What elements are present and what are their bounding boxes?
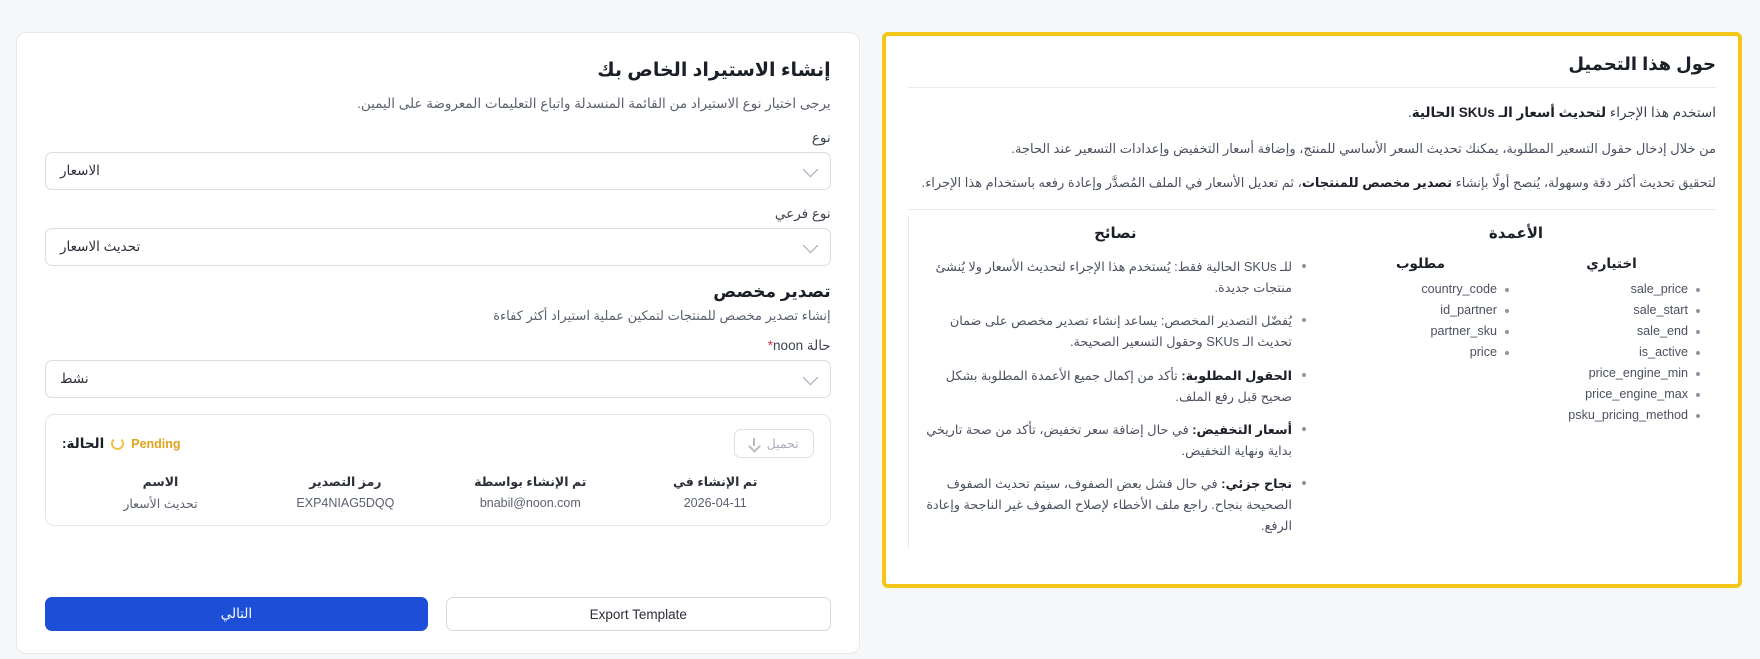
required-heading: مطلوب — [1395, 256, 1446, 272]
tip-text: للـ SKUs الحالية فقط: يُستخدم هذا الإجراء لتحديث الأسعار ولا يُنشئ منتجات جديدة. — [935, 259, 1292, 296]
download-icon — [749, 438, 760, 449]
list-item: price_engine_max — [1521, 387, 1702, 401]
export-detail-code — [253, 474, 438, 511]
about-lead-prefix: استخدم هذا الإجراء — [1606, 105, 1716, 120]
export-status-card — [45, 414, 831, 526]
list-item: psku_pricing_method — [1521, 408, 1702, 422]
list-item: partner_sku — [1330, 324, 1511, 338]
tip-text: تأكد من إكمال جميع الأعمدة المطلوبة بشكل صحيح قبل رفع الملف. — [945, 367, 1292, 404]
column-value: EXP4NIAG5DQQ — [296, 496, 395, 511]
tip-text: في حال فشل بعض الصفوف، سيتم تحديث الصفوف الصحيحة بنجاح. راجع ملف الأخطاء لإصلاح الصفوف غير الناجحة وإعادة الرفع. — [926, 475, 1292, 534]
export-status-label: الحالة: — [62, 435, 105, 451]
chevron-down-icon — [802, 161, 818, 177]
next-button[interactable]: التالي — [45, 597, 428, 631]
required-asterisk: * — [767, 338, 774, 354]
list-item: price_engine_min — [1521, 366, 1702, 380]
column-header: تم الإنشاء بواسطة — [474, 475, 587, 490]
required-fields-list — [1330, 282, 1511, 359]
type-select[interactable] — [45, 152, 831, 190]
about-lead-suffix: . — [1407, 105, 1412, 120]
export-detail-creator — [438, 474, 623, 511]
subtype-select[interactable] — [45, 228, 831, 266]
about-lead-bold: لتحديث أسعار الـ SKUs الحالية — [1411, 105, 1607, 120]
optional-columns — [1521, 256, 1702, 429]
tip-bold: نجاح جزئي: — [1221, 475, 1292, 491]
import-panel-title: إنشاء الاستيراد الخاص بك — [597, 60, 831, 81]
list-item: price — [1330, 345, 1511, 359]
export-details-table — [62, 474, 814, 511]
loading-spinner-icon — [111, 437, 124, 450]
list-item: country_code — [1330, 282, 1511, 296]
subtype-label: نوع فرعي — [774, 206, 831, 222]
list-item: sale_price — [1521, 282, 1702, 296]
list-item — [923, 310, 1308, 352]
about-columns-wrapper — [908, 209, 1716, 548]
column-value: تحديث الأسعار — [123, 497, 198, 512]
column-header: رمز التصدير — [309, 475, 382, 490]
about-paragraph-2b: تصدير مخصص للمنتجات — [1301, 175, 1453, 191]
tips-list — [923, 256, 1308, 536]
columns-lists — [1330, 256, 1702, 429]
download-button[interactable] — [734, 429, 814, 458]
list-item: is_active — [1521, 345, 1702, 359]
tip-text: يُفضّل التصدير المخصص: يساعد إنشاء تصدير مخصص على ضمان تحديث الـ SKUs وحقول التسعير الصحيحة. — [949, 313, 1292, 350]
list-item — [923, 473, 1308, 536]
chevron-down-icon — [802, 237, 818, 253]
noon-state-value: نشط — [60, 371, 89, 387]
noon-state-label — [45, 338, 831, 354]
type-label: نوع — [811, 130, 831, 146]
export-status-group — [62, 436, 181, 452]
column-value: bnabil@noon.com — [479, 496, 581, 511]
tip-bold: الحقول المطلوبة: — [1181, 367, 1292, 383]
chevron-down-icon — [802, 369, 818, 385]
about-paragraph-2a: لتحقيق تحديث أكثر دقة وسهولة، يُنصح أولًا بإنشاء — [1452, 175, 1716, 191]
about-paragraph-2 — [908, 172, 1716, 195]
panel-footer-buttons — [45, 597, 831, 631]
about-paragraph-2c: ، ثم تعديل الأسعار في الملف المُصدَّر وإعادة رفعه باستخدام هذا الإجراء. — [921, 175, 1302, 191]
list-item — [923, 365, 1308, 407]
import-creation-panel — [16, 32, 860, 654]
tip-text: في حال إضافة سعر تخفيض، تأكد من صحة تاريخي بداية ونهاية التخفيض. — [926, 421, 1292, 458]
noon-state-label-text: حالة noon — [773, 338, 831, 354]
columns-heading: الأعمدة — [1488, 225, 1544, 243]
column-header: تم الإنشاء في — [673, 475, 758, 490]
download-button-label: تحميل — [766, 437, 799, 452]
about-paragraph-1: من خلال إدخال حقول التسعير المطلوبة، يمكنك تحديث السعر الأساسي للمنتج، وإضافة أسعار التخفيض وإعدادات التسعير عند الحاجة. — [1011, 140, 1716, 156]
export-status-row — [62, 429, 814, 458]
subtype-select-value: تحديث الاسعار — [60, 239, 141, 255]
list-item: id_partner — [1330, 303, 1511, 317]
tip-bold: أسعار التخفيض: — [1192, 421, 1292, 437]
about-upload-panel — [882, 32, 1742, 588]
optional-heading: اختياري — [1586, 256, 1637, 272]
tips-heading: نصائح — [1094, 225, 1137, 243]
about-panel-title: حول هذا التحميل — [1568, 54, 1716, 74]
list-item — [923, 419, 1308, 461]
export-template-button[interactable]: Export Template — [446, 597, 831, 631]
optional-fields-list — [1521, 282, 1702, 422]
required-columns — [1330, 256, 1511, 429]
import-panel-subtitle: يرجى اختيار نوع الاستيراد من القائمة المنسدلة واتباع التعليمات المعروضة على اليمين. — [357, 96, 831, 111]
list-item: sale_start — [1521, 303, 1702, 317]
type-select-value: الاسعار — [60, 163, 100, 179]
divider — [908, 87, 1716, 88]
column-header: الاسم — [142, 475, 179, 490]
columns-section — [1326, 216, 1716, 548]
custom-export-title: تصدير مخصص — [713, 282, 831, 302]
column-value: 2026-04-11 — [683, 496, 747, 511]
export-status-value: Pending — [131, 436, 181, 451]
list-item: sale_end — [1521, 324, 1702, 338]
export-detail-created-at — [623, 474, 808, 511]
about-lead — [908, 102, 1716, 124]
export-detail-name — [68, 474, 253, 511]
noon-state-select[interactable] — [45, 360, 831, 398]
custom-export-description: إنشاء تصدير مخصص للمنتجات لتمكين عملية استيراد أكثر كفاءة — [493, 308, 831, 324]
tips-section — [908, 216, 1326, 548]
list-item — [923, 256, 1308, 298]
